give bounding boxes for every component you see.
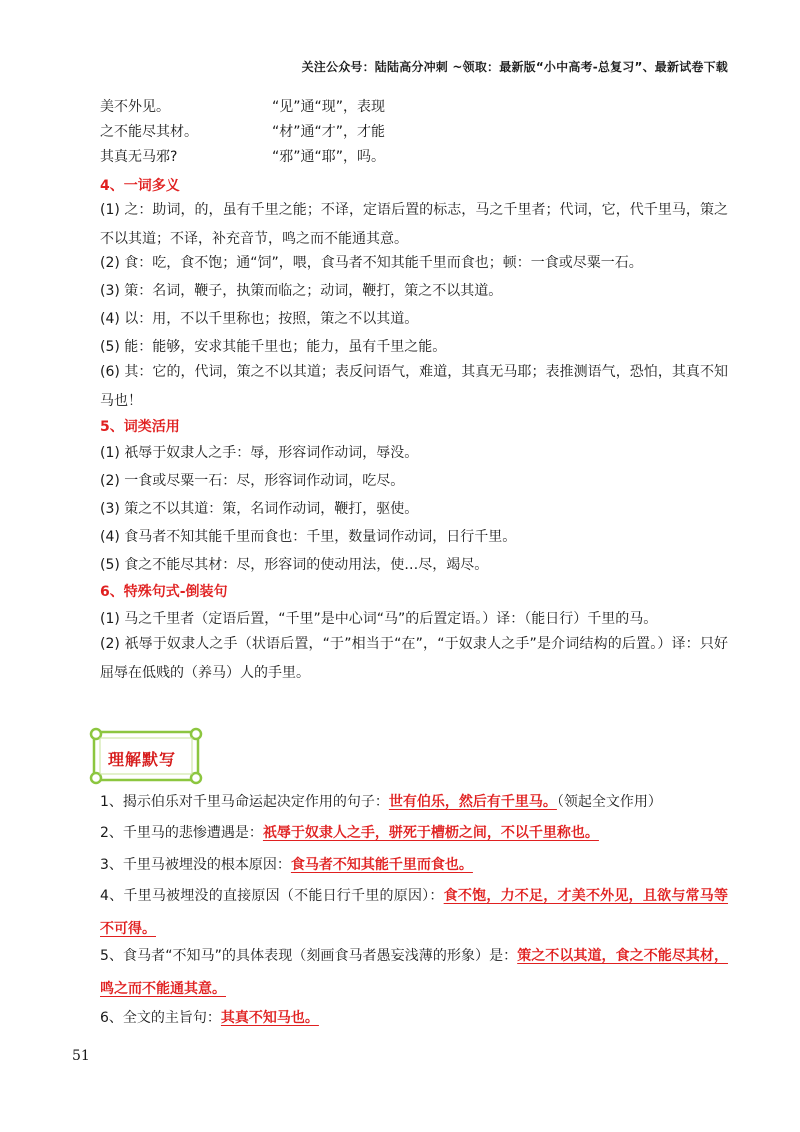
tongjia-note-1: “见”通“现”，表现	[272, 99, 386, 115]
question-1-tail: （领起全文作用）	[556, 794, 662, 810]
word-class-item-3: (3) 策之不以其道：策，名词作动词，鞭打，驱使。	[100, 501, 419, 517]
polysemy-item-5: (5) 能：能够，安求其能千里也；能力，虽有千里之能。	[100, 339, 447, 355]
question-6	[72, 1002, 728, 1035]
question-4	[72, 880, 728, 946]
question-1-prompt: 1、揭示伯乐对千里马命运起决定作用的句子：	[100, 794, 389, 810]
question-6-answer: 其真不知马也。	[220, 1010, 319, 1026]
word-class-item-2: (2) 一食或尽粟一石：尽，形容词作动词，吃尽。	[100, 473, 405, 489]
section-title-word-class: 5、词类活用	[100, 419, 180, 435]
word-class-item-4: (4) 食马者不知其能千里而食也：千里，数量词作动词，日行千里。	[100, 529, 517, 545]
page-header: 关注公众号：陆陆高分冲刺 ~领取：最新版“小中高考-总复习”、最新试卷下载	[301, 60, 728, 74]
section-title-inversion: 6、特殊句式-倒装句	[100, 584, 228, 600]
question-4-answer: 食不饱，力不足，才美不外见，且欲与常马等不可得。	[100, 888, 729, 937]
question-1	[72, 786, 728, 819]
tongjia-note-2: “材”通“才”，才能	[272, 124, 386, 140]
tongjia-phrase-1: 美不外见。	[100, 99, 170, 115]
inversion-item-2-text: (2) 祇辱于奴隶人之手（状语后置，“于”相当于“在”，“于奴隶人之手”是介词结构的后置。）译：只好屈辱在低贱的（养马）人的手里。	[100, 636, 728, 681]
question-2-prompt: 2、千里马的悲惨遭遇是：	[100, 825, 263, 841]
polysemy-item-2: (2) 食：吃，食不饱；通“饲”，喂，食马者不知其能千里而食也；顿：一食或尽粟一石。	[100, 255, 643, 271]
question-2-answer: 祇辱于奴隶人之手，骈死于槽枥之间，不以千里称也。	[262, 825, 599, 841]
question-5-answer: 策之不以其道，食之不能尽其材，鸣之而不能通其意。	[100, 948, 728, 997]
page-number: 51	[72, 1048, 90, 1064]
banner-title: 理解默写	[108, 750, 177, 769]
question-4-prompt: 4、千里马被埋没的直接原因（不能日行千里的原因）：	[100, 888, 444, 904]
inversion-item-1: (1) 马之千里者（定语后置，“千里”是中心词“马”的后置定语。）译：（能日行）千里的马。	[100, 611, 658, 627]
question-3	[72, 849, 728, 882]
polysemy-item-3: (3) 策：名词，鞭子，执策而临之；动词，鞭打，策之不以其道。	[100, 283, 503, 299]
polysemy-item-4: (4) 以：用，不以千里称也；按照，策之不以其道。	[100, 311, 419, 327]
question-2	[72, 817, 728, 850]
question-3-prompt: 3、千里马被埋没的根本原因：	[100, 857, 291, 873]
question-3-answer: 食马者不知其能千里而食也。	[290, 857, 473, 873]
tongjia-phrase-2: 之不能尽其材。	[100, 124, 198, 140]
word-class-item-5: (5) 食之不能尽其材：尽，形容词的使动用法，使…尽，竭尽。	[100, 557, 489, 573]
polysemy-item-1-text: (1) 之：助词，的，虽有千里之能；不译，定语后置的标志，马之千里者；代词，它，代千里马，策之不以其道；不译，补充音节，鸣之而不能通其意。	[100, 202, 728, 247]
word-class-item-1: (1) 祇辱于奴隶人之手：辱，形容词作动词，辱没。	[100, 445, 419, 461]
section-title-polysemy: 4、一词多义	[100, 178, 180, 194]
question-5-prompt: 5、食马者“不知马”的具体表现（刻画食马者愚妄浅薄的形象）是：	[100, 948, 518, 964]
question-1-answer: 世有伯乐，然后有千里马。	[388, 794, 557, 810]
inversion-item-2	[72, 630, 728, 688]
question-6-prompt: 6、全文的主旨句：	[100, 1010, 221, 1026]
question-5	[72, 940, 728, 1006]
polysemy-item-6-text: (6) 其：它的，代词，策之不以其道；表反问语气，难道，其真无马耶；表推测语气，恐怕，其真不知马也！	[100, 364, 728, 409]
polysemy-item-6	[72, 358, 728, 416]
tongjia-phrase-3: 其真无马邪?	[100, 149, 178, 165]
tongjia-note-3: “邪”通“耶”，吗。	[272, 149, 386, 165]
polysemy-item-1	[72, 196, 728, 254]
